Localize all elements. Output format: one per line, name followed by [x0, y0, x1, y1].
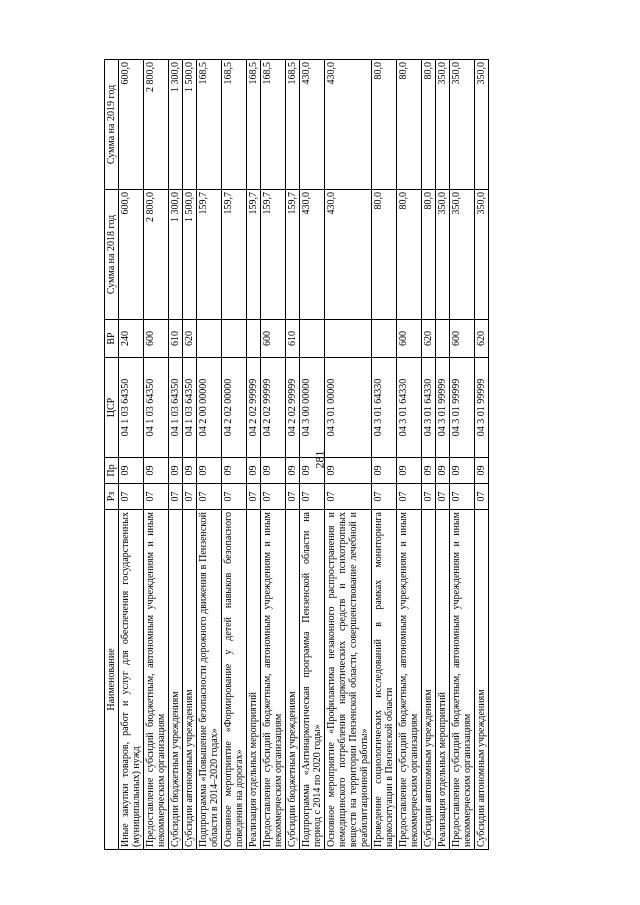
cell-rz: 07 — [247, 484, 261, 510]
cell-pr: 09 — [372, 458, 397, 484]
cell-name: Предоставление субсидий бюджетным, автономным учреждениям и иным некоммерческим организациям — [144, 510, 169, 850]
cell-pr: 09 — [222, 458, 247, 484]
cell-name: Предоставление субсидий бюджетным, автономным учреждениям и иным некоммерческим организациям — [397, 510, 422, 850]
cell-pr: 09 — [325, 458, 372, 484]
cell-csr: 04 1 03 64350 — [183, 358, 197, 458]
cell-pr: 09 — [144, 458, 169, 484]
table-row — [119, 60, 144, 850]
table-row — [183, 60, 197, 850]
cell-csr: 04 2 02 99999 — [247, 358, 261, 458]
cell-s19: 168,5 — [222, 60, 247, 190]
cell-name: Подпрограмма «Повышение безопасности дорожного движения в Пензенской области в 2014–2020 годах» — [197, 510, 222, 850]
cell-vr — [300, 320, 325, 358]
cell-csr: 04 3 00 00000 — [300, 358, 325, 458]
budget-table — [104, 59, 489, 850]
cell-rz: 07 — [325, 484, 372, 510]
table-row — [300, 60, 325, 850]
cell-pr: 09 — [422, 458, 436, 484]
cell-name: Субсидии автономным учреждениям — [183, 510, 197, 850]
cell-s18: 350,0 — [475, 190, 489, 320]
table-row — [436, 60, 450, 850]
header-sum-2019: Сумма на 2019 год — [105, 60, 119, 190]
header-pr: Пр — [105, 458, 119, 484]
cell-s19: 80,0 — [372, 60, 397, 190]
table-row — [286, 60, 300, 850]
cell-pr: 09 — [197, 458, 222, 484]
cell-vr — [197, 320, 222, 358]
table-row — [475, 60, 489, 850]
cell-vr: 600 — [261, 320, 286, 358]
cell-s18: 159,7 — [197, 190, 222, 320]
cell-csr: 04 2 02 00000 — [222, 358, 247, 458]
cell-name: Субсидии автономным учреждениям — [475, 510, 489, 850]
header-rz: Рз — [105, 484, 119, 510]
cell-rz: 07 — [422, 484, 436, 510]
cell-csr: 04 1 03 64350 — [119, 358, 144, 458]
cell-pr: 09 — [436, 458, 450, 484]
cell-s19: 168,5 — [197, 60, 222, 190]
cell-name: Основное мероприятие «Профилактика незаконного распространения и немедицинского потребления наркотических средств и психотропных веществ на территории Пензенской области, совершенствование лечебной и реабилитационной работы» — [325, 510, 372, 850]
cell-vr: 240 — [119, 320, 144, 358]
table-row — [422, 60, 436, 850]
cell-vr: 600 — [450, 320, 475, 358]
cell-vr: 620 — [183, 320, 197, 358]
cell-csr: 04 2 00 00000 — [197, 358, 222, 458]
cell-s18: 430,0 — [325, 190, 372, 320]
cell-rz: 07 — [475, 484, 489, 510]
table-row — [197, 60, 222, 850]
cell-rz: 07 — [197, 484, 222, 510]
cell-name: Субсидии бюджетным учреждениям — [169, 510, 183, 850]
cell-csr: 04 3 01 99999 — [436, 358, 450, 458]
cell-name: Подпрограмма «Антинаркотическая программа Пензенской области на период с 2014 по 2020 годы» — [300, 510, 325, 850]
cell-pr: 09 — [286, 458, 300, 484]
cell-s18: 159,7 — [247, 190, 261, 320]
cell-name: Предоставление субсидий бюджетным, автономным учреждениям и иным некоммерческим организациям — [450, 510, 475, 850]
cell-vr — [372, 320, 397, 358]
cell-name: Реализация отдельных мероприятий — [247, 510, 261, 850]
cell-s18: 80,0 — [397, 190, 422, 320]
cell-rz: 07 — [261, 484, 286, 510]
cell-vr: 620 — [475, 320, 489, 358]
cell-rz: 07 — [300, 484, 325, 510]
cell-s19: 80,0 — [422, 60, 436, 190]
cell-s19: 600,0 — [119, 60, 144, 190]
cell-pr: 09 — [119, 458, 144, 484]
cell-rz: 07 — [222, 484, 247, 510]
table-row — [222, 60, 247, 850]
cell-name: Проведение социологических исследований в рамках мониторинга наркоситуации в Пензенской области — [372, 510, 397, 850]
table-row — [450, 60, 475, 850]
header-csr: ЦСР — [105, 358, 119, 458]
cell-csr: 04 2 02 99999 — [286, 358, 300, 458]
cell-pr: 09 — [247, 458, 261, 484]
cell-name: Субсидии автономным учреждениям — [422, 510, 436, 850]
budget-table-rotated — [104, 60, 556, 850]
cell-s18: 430,0 — [300, 190, 325, 320]
table-row — [144, 60, 169, 850]
cell-s19: 350,0 — [475, 60, 489, 190]
header-name: Наименование — [105, 510, 119, 850]
cell-s19: 350,0 — [450, 60, 475, 190]
table-row — [169, 60, 183, 850]
cell-rz: 07 — [286, 484, 300, 510]
cell-s18: 350,0 — [450, 190, 475, 320]
cell-pr: 09 — [450, 458, 475, 484]
cell-csr: 04 1 03 64350 — [169, 358, 183, 458]
cell-rz: 07 — [144, 484, 169, 510]
cell-pr: 09 — [300, 458, 325, 484]
cell-csr: 04 3 01 64330 — [372, 358, 397, 458]
cell-s19: 2 800,0 — [144, 60, 169, 190]
cell-name: Предоставление субсидий бюджетным, автономным учреждениям и иным некоммерческим организациям — [261, 510, 286, 850]
cell-vr: 620 — [422, 320, 436, 358]
cell-s19: 168,5 — [247, 60, 261, 190]
cell-csr: 04 3 01 00000 — [325, 358, 372, 458]
cell-rz: 07 — [397, 484, 422, 510]
cell-csr: 04 3 01 64330 — [397, 358, 422, 458]
cell-s18: 80,0 — [422, 190, 436, 320]
cell-rz: 07 — [119, 484, 144, 510]
cell-rz: 07 — [169, 484, 183, 510]
cell-pr: 09 — [183, 458, 197, 484]
table-header-row — [105, 60, 119, 850]
cell-vr — [436, 320, 450, 358]
cell-name: Реализация отдельных мероприятий — [436, 510, 450, 850]
cell-s19: 80,0 — [397, 60, 422, 190]
cell-vr: 600 — [144, 320, 169, 358]
cell-vr — [222, 320, 247, 358]
cell-s18: 159,7 — [222, 190, 247, 320]
cell-vr: 610 — [286, 320, 300, 358]
cell-vr — [247, 320, 261, 358]
cell-vr: 610 — [169, 320, 183, 358]
cell-name: Основное мероприятие «Формирование у детей навыков безопасного поведения на дорогах» — [222, 510, 247, 850]
cell-s18: 159,7 — [261, 190, 286, 320]
budget-table-frame — [104, 60, 556, 850]
cell-s19: 350,0 — [436, 60, 450, 190]
cell-csr: 04 2 02 99999 — [261, 358, 286, 458]
cell-vr: 600 — [397, 320, 422, 358]
cell-name: Иные закупки товаров, работ и услуг для обеспечения государственных (муниципальных) нужд — [119, 510, 144, 850]
cell-csr: 04 3 01 99999 — [450, 358, 475, 458]
cell-csr: 04 1 03 64350 — [144, 358, 169, 458]
cell-rz: 07 — [372, 484, 397, 510]
cell-s18: 350,0 — [436, 190, 450, 320]
cell-name: Субсидии бюджетным учреждениям — [286, 510, 300, 850]
cell-vr — [325, 320, 372, 358]
cell-pr: 09 — [397, 458, 422, 484]
cell-s19: 1 300,0 — [169, 60, 183, 190]
table-row — [261, 60, 286, 850]
cell-s18: 1 300,0 — [169, 190, 183, 320]
cell-s18: 600,0 — [119, 190, 144, 320]
cell-pr: 09 — [475, 458, 489, 484]
cell-s19: 168,5 — [261, 60, 286, 190]
cell-s19: 430,0 — [325, 60, 372, 190]
cell-s18: 2 800,0 — [144, 190, 169, 320]
page-number-text: 281 — [312, 450, 327, 469]
table-body — [119, 60, 489, 850]
cell-s18: 80,0 — [372, 190, 397, 320]
cell-s19: 168,5 — [286, 60, 300, 190]
table-row — [397, 60, 422, 850]
cell-csr: 04 3 01 99999 — [475, 358, 489, 458]
cell-s18: 159,7 — [286, 190, 300, 320]
cell-s19: 430,0 — [300, 60, 325, 190]
cell-s18: 1 500,0 — [183, 190, 197, 320]
header-vr: ВР — [105, 320, 119, 358]
cell-pr: 09 — [261, 458, 286, 484]
cell-pr: 09 — [169, 458, 183, 484]
cell-rz: 07 — [450, 484, 475, 510]
cell-rz: 07 — [436, 484, 450, 510]
cell-rz: 07 — [183, 484, 197, 510]
cell-s19: 1 500,0 — [183, 60, 197, 190]
table-row — [325, 60, 372, 850]
header-sum-2018: Сумма на 2018 год — [105, 190, 119, 320]
table-row — [372, 60, 397, 850]
cell-csr: 04 3 01 64330 — [422, 358, 436, 458]
table-row — [247, 60, 261, 850]
